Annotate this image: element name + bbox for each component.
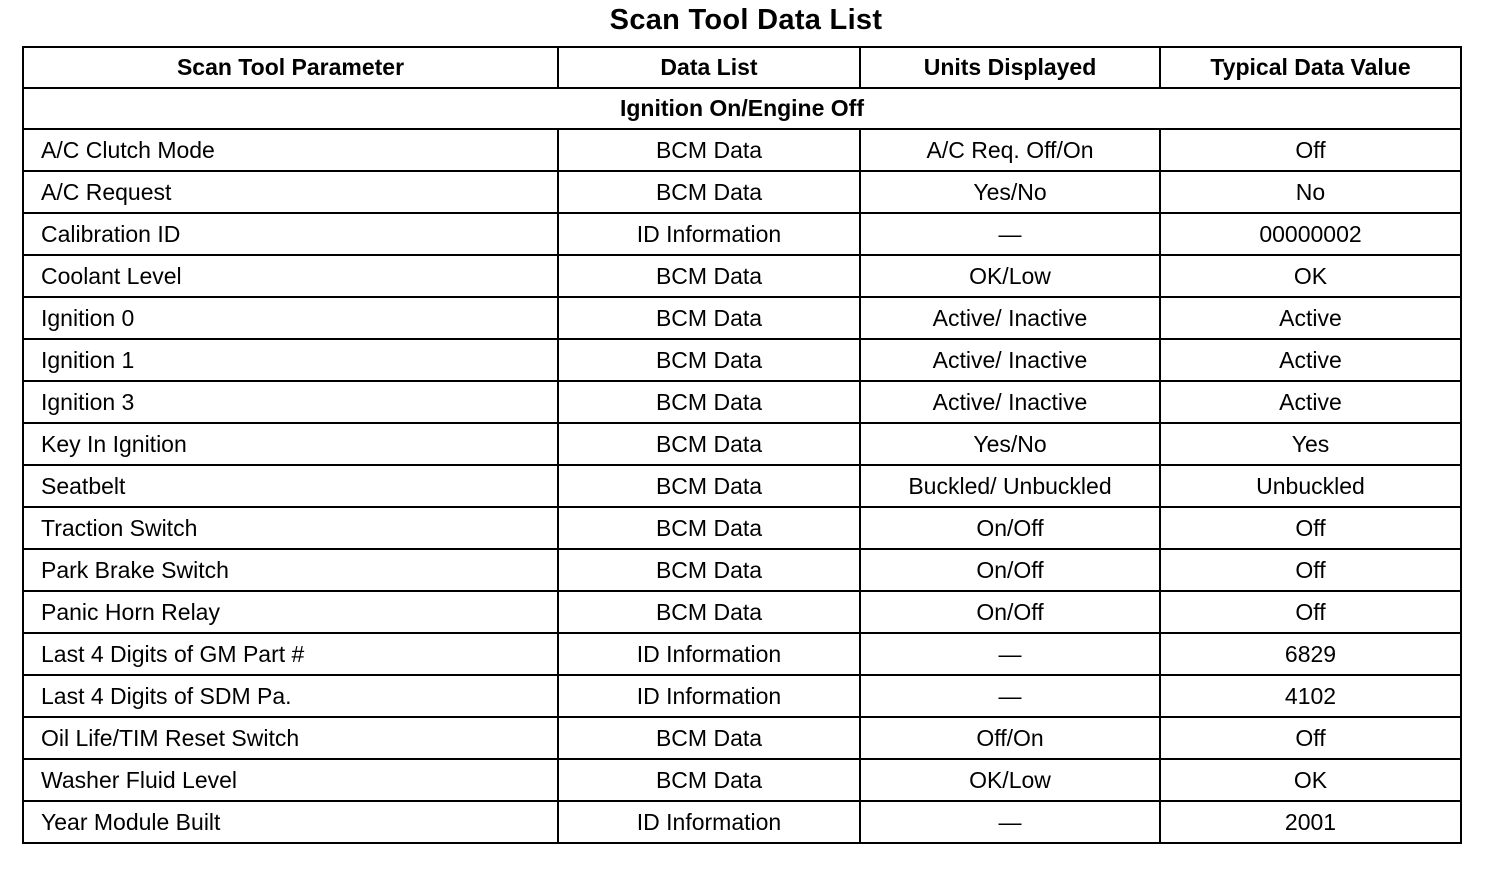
- typical-value-cell: Active: [1160, 381, 1461, 423]
- table-row: [23, 633, 1461, 675]
- table-row: [23, 717, 1461, 759]
- parameter-cell: Key In Ignition: [23, 423, 558, 465]
- parameter-cell: Seatbelt: [23, 465, 558, 507]
- table-row: [23, 465, 1461, 507]
- data-list-cell: ID Information: [558, 633, 860, 675]
- data-list-cell: BCM Data: [558, 297, 860, 339]
- data-list-cell: BCM Data: [558, 129, 860, 171]
- table-header: [23, 47, 1461, 88]
- table-row: [23, 591, 1461, 633]
- units-cell: —: [860, 675, 1160, 717]
- data-list-cell: BCM Data: [558, 171, 860, 213]
- header-row: [23, 47, 1461, 88]
- data-list-cell: BCM Data: [558, 381, 860, 423]
- table-row: [23, 297, 1461, 339]
- parameter-cell: Panic Horn Relay: [23, 591, 558, 633]
- table-row: [23, 213, 1461, 255]
- typical-value-cell: Off: [1160, 507, 1461, 549]
- table-row: [23, 255, 1461, 297]
- data-list-cell: BCM Data: [558, 465, 860, 507]
- data-list-cell: BCM Data: [558, 591, 860, 633]
- data-list-cell: ID Information: [558, 675, 860, 717]
- parameter-cell: Washer Fluid Level: [23, 759, 558, 801]
- parameter-cell: Park Brake Switch: [23, 549, 558, 591]
- units-cell: Active/ Inactive: [860, 297, 1160, 339]
- typical-value-cell: Unbuckled: [1160, 465, 1461, 507]
- parameter-cell: Ignition 3: [23, 381, 558, 423]
- header-typical-data-value: Typical Data Value: [1160, 47, 1461, 88]
- data-list-cell: BCM Data: [558, 507, 860, 549]
- table-row: [23, 675, 1461, 717]
- typical-value-cell: OK: [1160, 759, 1461, 801]
- parameter-cell: Year Module Built: [23, 801, 558, 843]
- typical-value-cell: Active: [1160, 297, 1461, 339]
- typical-value-cell: Off: [1160, 549, 1461, 591]
- parameter-cell: A/C Request: [23, 171, 558, 213]
- typical-value-cell: Off: [1160, 717, 1461, 759]
- parameter-cell: A/C Clutch Mode: [23, 129, 558, 171]
- typical-value-cell: 6829: [1160, 633, 1461, 675]
- units-cell: —: [860, 633, 1160, 675]
- typical-value-cell: Off: [1160, 591, 1461, 633]
- typical-value-cell: Off: [1160, 129, 1461, 171]
- units-cell: Buckled/ Unbuckled: [860, 465, 1160, 507]
- units-cell: On/Off: [860, 549, 1160, 591]
- typical-value-cell: No: [1160, 171, 1461, 213]
- data-list-cell: BCM Data: [558, 717, 860, 759]
- page-title: Scan Tool Data List: [609, 4, 883, 36]
- units-cell: A/C Req. Off/On: [860, 129, 1160, 171]
- units-cell: —: [860, 213, 1160, 255]
- header-scan-tool-parameter: Scan Tool Parameter: [23, 47, 558, 88]
- table-row: [23, 381, 1461, 423]
- units-cell: Active/ Inactive: [860, 339, 1160, 381]
- header-data-list: Data List: [558, 47, 860, 88]
- data-list-cell: BCM Data: [558, 423, 860, 465]
- table-row: [23, 339, 1461, 381]
- table-row: [23, 423, 1461, 465]
- units-cell: Off/On: [860, 717, 1160, 759]
- typical-value-cell: 4102: [1160, 675, 1461, 717]
- parameter-cell: Calibration ID: [23, 213, 558, 255]
- typical-value-cell: Yes: [1160, 423, 1461, 465]
- parameter-cell: Oil Life/TIM Reset Switch: [23, 717, 558, 759]
- data-list-cell: ID Information: [558, 213, 860, 255]
- parameter-cell: Traction Switch: [23, 507, 558, 549]
- table-body: [23, 88, 1461, 843]
- table-row: [23, 129, 1461, 171]
- table-row: [23, 801, 1461, 843]
- table-row: [23, 549, 1461, 591]
- units-cell: Yes/No: [860, 171, 1160, 213]
- parameter-cell: Last 4 Digits of GM Part #: [23, 633, 558, 675]
- data-list-cell: BCM Data: [558, 759, 860, 801]
- scan-tool-data-table: [22, 46, 1462, 844]
- parameter-cell: Ignition 1: [23, 339, 558, 381]
- units-cell: Active/ Inactive: [860, 381, 1160, 423]
- data-list-cell: BCM Data: [558, 549, 860, 591]
- units-cell: On/Off: [860, 591, 1160, 633]
- header-units-displayed: Units Displayed: [860, 47, 1160, 88]
- table-row: [23, 507, 1461, 549]
- units-cell: On/Off: [860, 507, 1160, 549]
- units-cell: OK/Low: [860, 255, 1160, 297]
- data-list-cell: BCM Data: [558, 339, 860, 381]
- typical-value-cell: 2001: [1160, 801, 1461, 843]
- table-row: [23, 171, 1461, 213]
- units-cell: OK/Low: [860, 759, 1160, 801]
- data-list-cell: ID Information: [558, 801, 860, 843]
- typical-value-cell: 00000002: [1160, 213, 1461, 255]
- data-list-cell: BCM Data: [558, 255, 860, 297]
- section-row: [23, 88, 1461, 129]
- parameter-cell: Coolant Level: [23, 255, 558, 297]
- units-cell: Yes/No: [860, 423, 1160, 465]
- typical-value-cell: OK: [1160, 255, 1461, 297]
- parameter-cell: Last 4 Digits of SDM Pa.: [23, 675, 558, 717]
- typical-value-cell: Active: [1160, 339, 1461, 381]
- section-label: Ignition On/Engine Off: [23, 88, 1461, 129]
- table-row: [23, 759, 1461, 801]
- parameter-cell: Ignition 0: [23, 297, 558, 339]
- units-cell: —: [860, 801, 1160, 843]
